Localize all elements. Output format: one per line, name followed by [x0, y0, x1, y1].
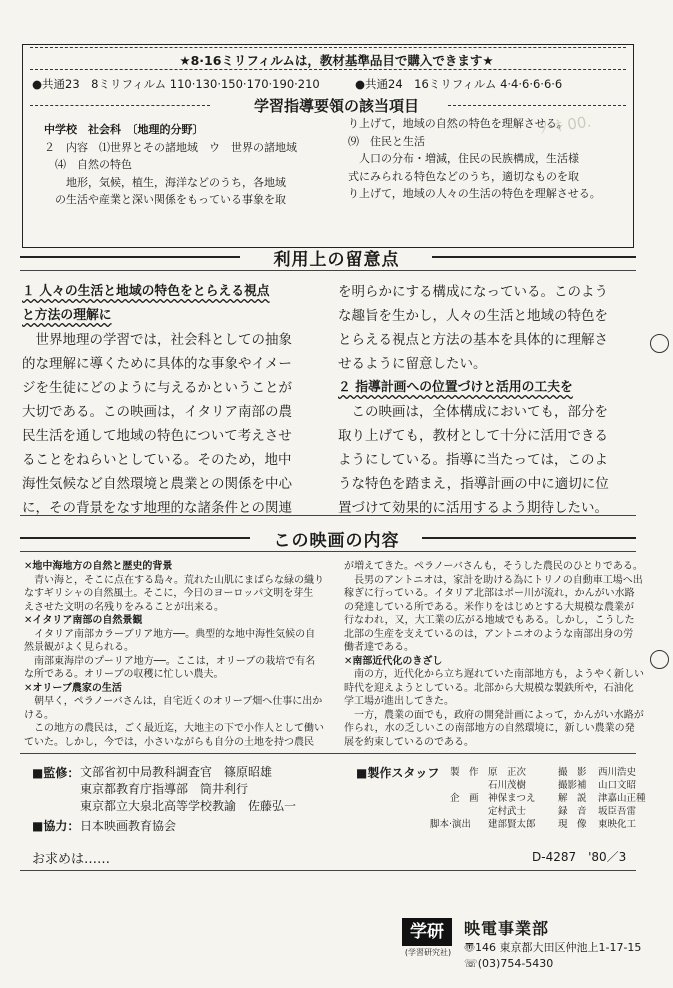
guide-right-column: [348, 115, 628, 203]
notes-paragraph-line: に，その背景をなす地理的な諸条件との関連: [22, 500, 292, 516]
notes-paragraph-line: ようにしている。指導に当たっては，このよ: [338, 452, 608, 468]
banner-rule-bottom: [30, 69, 626, 70]
credits-rule: [20, 753, 636, 754]
staff-role: 製 作: [450, 767, 479, 778]
binder-hole-bottom: [650, 650, 669, 669]
notes-paragraph-line: 世界地理の学習では，社会科としての抽象: [22, 332, 292, 348]
staff-role: 企 画: [450, 793, 479, 804]
guide-right-line: り上げて，地域の人々の生活の特色を理解させる。: [348, 187, 601, 200]
staff-row: [430, 818, 646, 831]
guide-left-line: 中学校 社会科 〔地理的分野〕: [44, 123, 204, 136]
notes-paragraph-line: うな特色を踏まえ，指導計画の中に適切に位: [338, 476, 609, 492]
staff-row: [450, 766, 646, 779]
guide-rule-right: [448, 105, 626, 106]
content-line: イタリア南部カラーブリア地方──。典型的な地中海性気候の自: [24, 628, 316, 640]
guide-left-line: 地形，気候，植生，海洋などのうち，各地域: [44, 175, 286, 189]
address-text: 〠146 東京都大田区仲池上1-17-15: [464, 941, 642, 954]
faint-stamp-mark: ﾉｰｷ 00.: [539, 112, 593, 138]
staff-person: 山口文昭: [598, 780, 637, 791]
guide-right-line: 式にみられる特色などのうち，適切なものを取: [348, 169, 579, 183]
staff-table: [430, 766, 646, 831]
notes-heading-1: １ 人々の生活と地域の特色をとらえる視点: [22, 284, 270, 299]
content-line: 北部の生産を支えているのは，アントニオのような南部出身の労: [344, 628, 634, 640]
gakken-logo: 学研: [402, 918, 452, 946]
notes-paragraph-line: 的な理解に導くために具体的な事象やイメー: [22, 356, 292, 372]
content-line: 然景観がよく見られる。: [24, 642, 134, 653]
notes-rule-under: [20, 270, 636, 271]
binder-hole-top: [650, 334, 669, 353]
content-title: この映画の内容: [273, 531, 400, 551]
content-line: 学工場が進出してきた。: [344, 696, 454, 707]
staff-person: 建部賢太郎: [488, 819, 536, 830]
notes-right-column: [338, 280, 638, 520]
content-heading: ✕イタリア南部の自然景観: [24, 615, 143, 626]
staff-person: 神保まつえ: [488, 793, 536, 804]
staff-person: 石川茂樹: [488, 780, 527, 791]
staff-role: 脚本·演出: [430, 819, 472, 830]
content-line: 働者達である。: [344, 642, 414, 653]
content-rule-over: [20, 515, 636, 516]
content-line: 時代を迎えようとしている。北部から大規模な製鉄所や，石油化: [344, 682, 634, 694]
banner-rule-top: [30, 47, 626, 48]
request-rule: [20, 870, 636, 871]
notes-paragraph-line: ジを生徒にどのように与えるかということが: [22, 380, 292, 396]
content-line: 行なわれ，又，大工業の広がる地域でもある。しかし，こうした: [344, 615, 635, 626]
guide-left-line: の生活や産業と深い関係をもっている事象を取: [44, 193, 286, 206]
notes-paragraph-line: 海性気候など自然環境と農業との関係を中心: [22, 476, 292, 492]
staff-row: [450, 779, 646, 792]
notes-paragraph-line: この映画は，全体構成においても，部分を: [338, 404, 608, 420]
staff-role: 解 説: [558, 793, 587, 804]
film-item-8mm: ●共通23 8ミリフィルム 110·130·150·170·190·210: [32, 77, 320, 91]
document-code: D-4287 '80／3: [532, 850, 627, 864]
notes-paragraph-line: 置づけて効果的に活用するよう期待したい。: [338, 500, 608, 516]
staff-person: 津嘉山正種: [598, 793, 646, 804]
content-line: 長男のアントニオは，家計を助ける為にトリノの自動車工場へ出: [344, 574, 643, 586]
content-line: この地方の農民は，ごく最近迄，大地主の下で小作人として働い: [24, 723, 324, 734]
staff-role: 撮 影: [558, 767, 587, 778]
guide-right-line: り上げて，地域の自然の特色を理解させる。: [348, 117, 568, 130]
content-line: な所である。オリーブの収穫に忙しい農夫。: [24, 669, 224, 680]
notes-paragraph-line: せるように留意したい。: [338, 356, 487, 372]
staff-role: 録 音: [558, 806, 587, 817]
content-line: ていた。しかし，今では，小さいながらも自分の土地を持つ農民: [24, 736, 314, 748]
guide-left-column: [44, 121, 344, 209]
staff-row: [450, 792, 646, 805]
content-heading: ✕オリーブ農家の生活: [24, 682, 122, 694]
content-line: 青い海と，そこに点在する島々。荒れた山肌にまばらな緑の織り: [24, 574, 324, 586]
guide-title: 学習指導要領の該当項目: [253, 97, 419, 115]
banner-text: ★8·16ミリフィルムは，教材基準品目で購入できます★: [179, 53, 494, 68]
content-line: ける。: [24, 709, 54, 721]
content-rule-right: [422, 537, 636, 539]
supervisor-entry: 東京都教育庁指導部 筒井利行: [80, 782, 249, 796]
notes-paragraph-line: ることをねらいとしている。そのため，地中: [22, 452, 292, 468]
supervisor-list: [80, 764, 296, 815]
staff-label: ■製作スタッフ: [356, 766, 440, 780]
staff-person: 西川浩史: [598, 767, 637, 778]
notes-paragraph-line: とらえる視点と方法の基本を具体的に理解さ: [338, 332, 608, 348]
notes-heading-1-cont: と方法の理解に: [22, 308, 112, 323]
gakken-logo-sub: (学習研究社): [404, 948, 452, 957]
request-text: お求めは……: [32, 852, 111, 867]
department-name: 映電事業部: [464, 919, 550, 938]
notes-paragraph-line: 民生活を通して地域の特色について考えさせ: [22, 428, 292, 444]
content-heading: ✕地中海地方の自然と歴史的背景: [24, 561, 173, 572]
staff-row: [450, 805, 646, 818]
guide-right-line: ⑼ 住民と生活: [348, 134, 425, 148]
content-line: 南部東海岸のプーリア地方──。ここは，オリーブの栽培で有名: [24, 655, 316, 667]
supervisor-entry: 東京都立大泉北高等学校教諭 佐藤弘一: [80, 799, 297, 813]
content-heading: ✕南部近代化のきざし: [344, 655, 443, 667]
supervisor-entry: 文部省初中局教科調査官 篠原昭雄: [80, 765, 273, 779]
staff-role: 現 像: [558, 819, 587, 830]
content-line: 朝早く，ペラノーバさんは，自宅近くのオリーブ畑へ仕事に出か: [24, 696, 323, 707]
notes-heading-2: ２ 指導計画への位置づけと活用の工夫を: [338, 380, 573, 395]
content-line: なすギリシャの自然風土。そこに，今日のヨーロッパ文明を芽生: [24, 588, 314, 599]
supervision-label: ■監修：: [32, 766, 80, 780]
content-line: えさせた文明の名残りをみることが出来る。: [24, 601, 224, 613]
staff-person: 定村武士: [488, 806, 527, 817]
staff-person: 坂臣吾雷: [598, 806, 637, 817]
notes-title: 利用上の留意点: [273, 250, 400, 270]
notes-paragraph-line: を明らかにする構成になっている。このよう: [338, 284, 608, 300]
notes-paragraph-line: 取り上げても，教材として十分に活用できる: [338, 428, 608, 444]
content-left-column: [24, 560, 340, 749]
coop-label: ■協力：: [32, 819, 80, 833]
content-line: の発達している所である。米作りをはじめとする大規模な農業が: [344, 601, 634, 613]
guide-left-line: ２ 内容 ⑴世界とその諸地域 ウ 世界の諸地域: [44, 140, 297, 154]
content-rule-under: [20, 551, 636, 552]
guide-left-line: ⑷ 自然の特色: [44, 158, 132, 171]
content-line: 展を約束しているのである。: [344, 736, 474, 748]
notes-rule-right: [432, 256, 636, 258]
notes-paragraph-line: 大切である。この映画は，イタリア南部の農: [22, 404, 292, 420]
notes-paragraph-line: な趣旨を生かし，人々の生活と地域の特色を: [338, 308, 608, 324]
staff-role: 撮影補: [558, 780, 587, 791]
coop-name: 日本映画教育協会: [80, 819, 177, 833]
content-line: 一方，農業の面でも，政府の開発計画によって，かんがい水路が: [344, 709, 644, 721]
content-line: が増えてきた。ペラノーバさんも，そうした農民のひとりである。: [344, 561, 643, 572]
content-line: 作られ，水の乏しいこの南部地方の自然環境に，新しい農業の発: [344, 723, 635, 734]
content-right-column: [344, 560, 644, 749]
guide-right-line: 人口の分布・増減，住民の民族構成，生活様: [348, 152, 579, 165]
content-line: 南の方，近代化から立ち遅れていた南部地方も，ようやく新しい: [344, 669, 644, 680]
staff-person: 原 正次: [488, 767, 527, 778]
film-item-16mm: ●共通24 16ミリフィルム 4·4·6·6·6·6: [355, 77, 563, 91]
phone-text: ☏(03)754-5430: [464, 957, 554, 970]
staff-person: 東映化工: [598, 819, 637, 830]
notes-left-column: [22, 280, 332, 520]
content-line: 稼ぎに行っている。イタリア北部はポー川が流れ，かんがい水路: [344, 588, 635, 599]
